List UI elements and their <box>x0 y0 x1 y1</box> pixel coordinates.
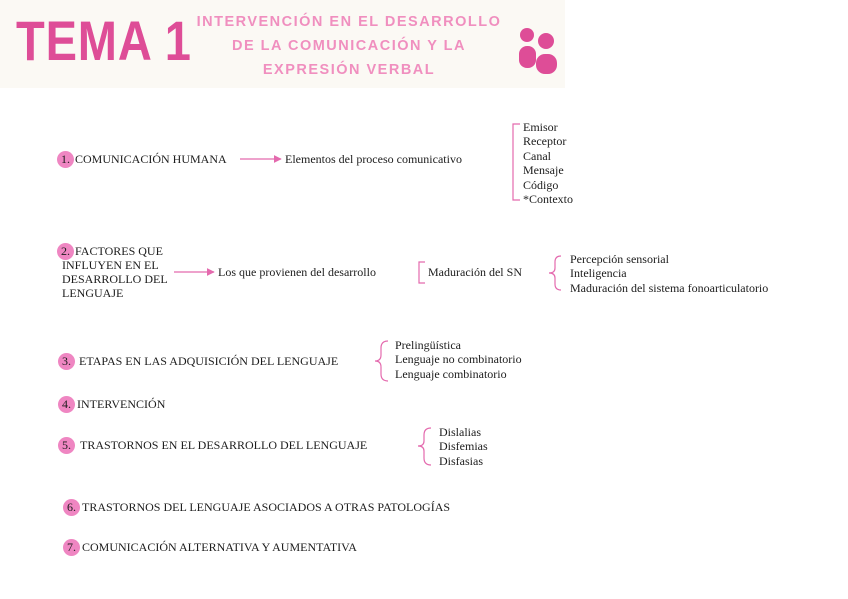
list-item: Dislalias <box>439 425 481 439</box>
list-item: Disfasias <box>439 453 483 468</box>
subtitle-line: DE LA COMUNICACIÓN Y LA <box>231 38 467 54</box>
list-item: Mensaje <box>523 163 564 178</box>
subtitle-line: INTERVENCIÓN EN EL DESARROLLO <box>196 14 502 30</box>
list-item: Inteligencia <box>570 266 627 281</box>
topic-label: COMUNICACIÓN ALTERNATIVA Y AUMENTATIVA <box>82 540 357 554</box>
topic-number: 5. <box>58 437 75 454</box>
topic-number: 6. <box>63 499 80 516</box>
list-item: Receptor <box>523 134 567 149</box>
item-list <box>570 252 768 295</box>
list-item: Lenguaje combinatorio <box>395 366 507 381</box>
page-title: TEMA 1 <box>16 9 192 72</box>
item-list <box>523 120 573 206</box>
list-item: Prelingüística <box>395 338 461 352</box>
list-item: Percepción sensorial <box>570 252 669 266</box>
topic-sub: Maduración del SN <box>428 265 522 279</box>
topic-label-line: LENGUAJE <box>62 286 124 300</box>
topic-number: 3. <box>58 353 75 370</box>
topic-number: 1. <box>57 151 74 168</box>
brace-5 <box>418 428 431 465</box>
list-item: Lenguaje no combinatorio <box>395 352 522 367</box>
topic-number: 2. <box>57 243 74 260</box>
bracket-1 <box>513 124 520 200</box>
item-list <box>439 425 488 468</box>
topic-number: 4. <box>58 396 75 413</box>
brace-3 <box>375 341 388 381</box>
list-item: Disfemias <box>439 439 488 454</box>
topic-label: TRASTORNOS EN EL DESARROLLO DEL LENGUAJE <box>80 438 368 452</box>
item-list <box>395 338 522 381</box>
brace-2 <box>549 256 561 290</box>
list-item: *Contexto <box>523 191 573 206</box>
topic-label: TRASTORNOS DEL LENGUAJE ASOCIADOS A OTRAS PATOLOGÍAS <box>82 500 451 514</box>
topic-label: ETAPAS EN LAS ADQUISICIÓN DEL LENGUAJE <box>79 354 339 368</box>
subtitle-line: EXPRESIÓN VERBAL <box>262 62 436 78</box>
list-item: Canal <box>523 148 551 163</box>
bracket-2a <box>419 262 425 283</box>
list-item: Código <box>523 177 559 192</box>
topic-label-line: INFLUYEN EN EL <box>62 258 159 272</box>
list-item: Emisor <box>523 120 558 134</box>
topic-number: 7. <box>63 539 80 556</box>
topic-target: Elementos del proceso comunicativo <box>285 152 462 166</box>
topic-label: INTERVENCIÓN <box>77 397 166 411</box>
topic-label-line: DESARROLLO DEL <box>62 272 168 286</box>
list-item: Maduración del sistema fonoarticulatorio <box>570 280 769 295</box>
topic-target: Los que provienen del desarrollo <box>218 265 376 279</box>
topic-label: COMUNICACIÓN HUMANA <box>75 152 227 166</box>
topic-label <box>62 244 168 300</box>
topic-label-line: FACTORES QUE <box>75 244 163 258</box>
